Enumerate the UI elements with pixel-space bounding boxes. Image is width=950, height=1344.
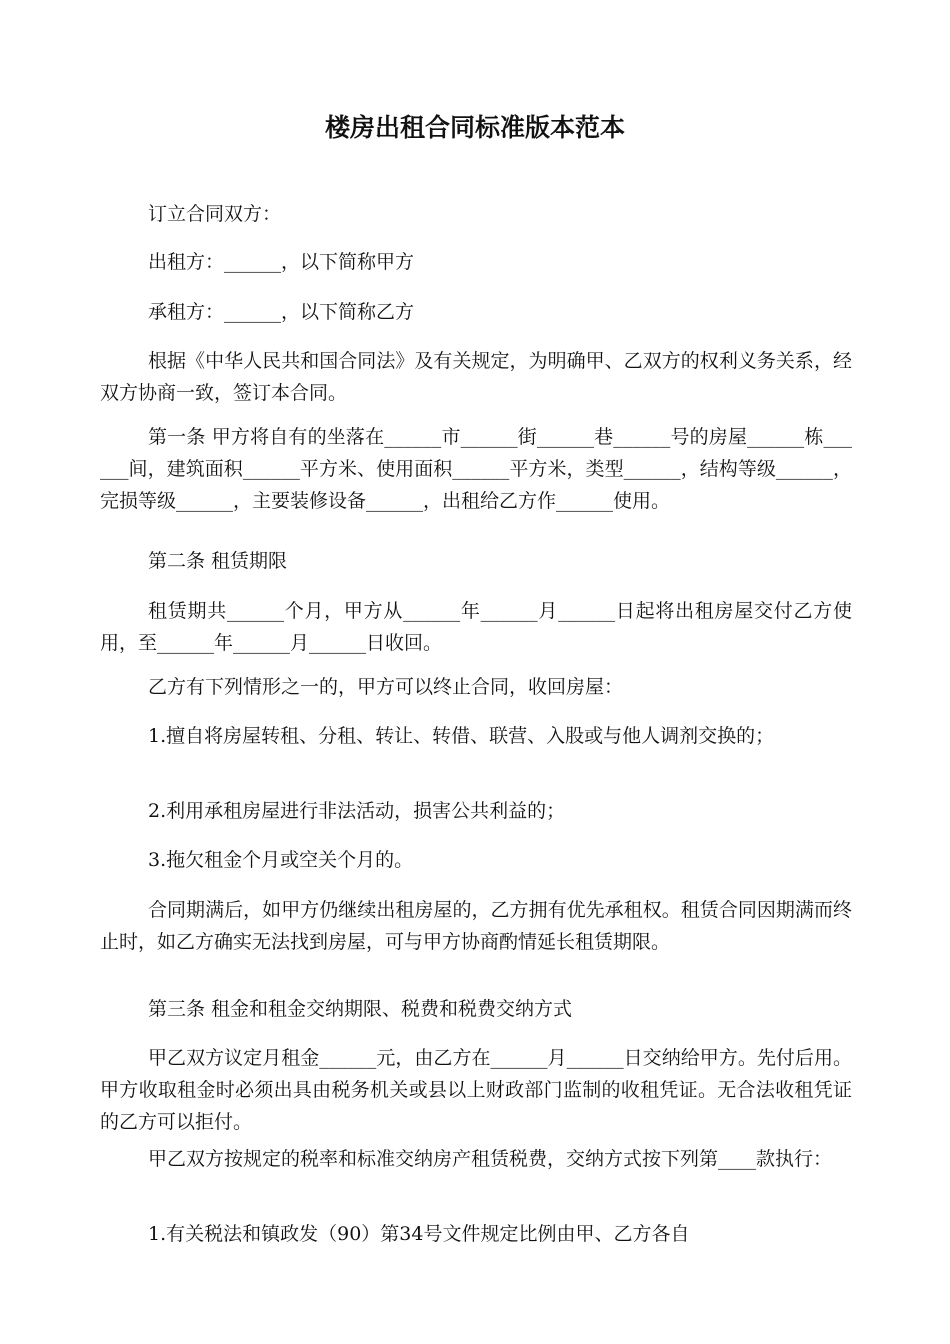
paragraph-article-2-heading: 第二条 租赁期限 bbox=[148, 550, 288, 572]
paragraph-article-1: 第一条 甲方将自有的坐落在______市______街______巷______号的房屋______栋______间，建筑面积______平方米、使用面积______平方米，类型______，结构等级______，完损等级______，主要装修设备______，出租给乙方作______使用。 bbox=[100, 426, 852, 512]
paragraph-article-3-heading: 第三条 租金和租金交纳期限、税费和税费交纳方式 bbox=[148, 998, 573, 1020]
paragraph-tax-method-1: 1.有关税法和镇政发（90）第34号文件规定比例由甲、乙方各自 bbox=[148, 1223, 690, 1245]
paragraph-rent-payment: 甲乙双方议定月租金______元，由乙方在______月______日交纳给甲方。先付后用。甲方收取租金时必须出具由税务机关或县以上财政部门监制的收租凭证。无合法收租凭证的乙方可以拒付。 bbox=[100, 1047, 852, 1133]
paragraph-renewal: 合同期满后，如甲方仍继续出租房屋的，乙方拥有优先承租权。租赁合同因期满而终止时，如乙方确实无法找到房屋，可与甲方协商酌情延长租赁期限。 bbox=[100, 899, 852, 953]
paragraph-lease-term: 租赁期共______个月，甲方从______年______月______日起将出租房屋交付乙方使用，至______年______月______日收回。 bbox=[100, 600, 852, 654]
document-title: 楼房出租合同标准版本范本 bbox=[324, 113, 625, 142]
paragraph-lessee: 承租方：______，以下简称乙方 bbox=[148, 301, 415, 323]
paragraph-condition-1: 1.擅自将房屋转租、分租、转让、转借、联营、入股或与他人调剂交换的； bbox=[148, 725, 775, 747]
paragraph-tax-payment: 甲乙双方按规定的税率和标准交纳房产租赁税费，交纳方式按下列第____款执行： bbox=[148, 1148, 833, 1170]
paragraph-termination-conditions: 乙方有下列情形之一的，甲方可以终止合同，收回房屋： bbox=[148, 676, 624, 698]
paragraph-condition-2: 2.利用承租房屋进行非法活动，损害公共利益的； bbox=[148, 800, 566, 822]
paragraph-condition-3: 3.拖欠租金个月或空关个月的。 bbox=[148, 849, 414, 871]
paragraph-parties-intro: 订立合同双方： bbox=[148, 203, 282, 225]
paragraph-legal-basis: 根据《中华人民共和国合同法》及有关规定，为明确甲、乙双方的权利义务关系，经双方协商一致，签订本合同。 bbox=[100, 350, 852, 404]
paragraph-lessor: 出租方：______，以下简称甲方 bbox=[148, 251, 415, 273]
